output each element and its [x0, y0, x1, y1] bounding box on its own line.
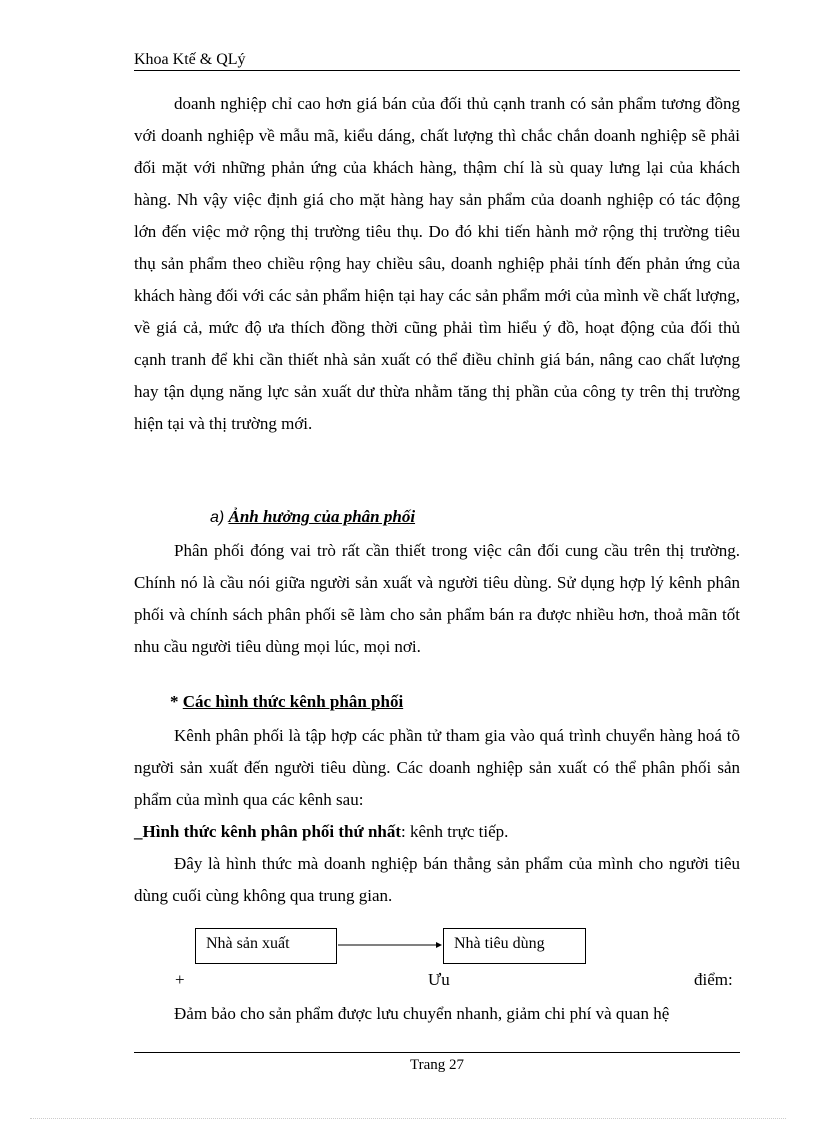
- form1-line: [134, 816, 740, 848]
- paragraph-4: Đây là hình thức mà doanh nghiệp bán thẳng sản phẩm của mình cho người tiêu dùng cuối cùng không qua trung gian.: [134, 854, 740, 905]
- page-header: [134, 48, 740, 71]
- advantage-word2: điểm:: [694, 970, 733, 989]
- advantage-word1: Ưu: [428, 970, 450, 989]
- paragraph-3: Kênh phân phối là tập hợp các phần tử tham gia vào quá trình chuyển hàng hoá tõ người sản xuất đến người tiêu dùng. Các doanh nghiệp sản xuất có thể phân phối sản phẩm của mình qua các kênh sau:: [134, 726, 740, 809]
- section-a-label: a): [210, 509, 225, 526]
- page-footer: [134, 1052, 740, 1074]
- arrow-icon: [338, 940, 442, 950]
- paragraph-2: Phân phối đóng vai trò rất cần thiết trong việc cân đối cung cầu trên thị trường. Chính nó là cầu nói giữa người sản xuất và người tiêu dùng. Sử dụng hợp lý kênh phân phối và chính sách phân phối sẽ làm cho sản phẩm bán ra được nhiều hơn, thoả mãn tốt nhu cầu người tiêu dùng mọi lúc, mọi nơi.: [134, 541, 740, 656]
- section-channels-heading: [170, 692, 403, 712]
- producer-box: [195, 928, 337, 964]
- consumer-box: [443, 928, 586, 964]
- section-channels-title: Các hình thức kênh phân phối: [182, 692, 404, 711]
- page-bottom-divider: [30, 1118, 786, 1119]
- paragraph-5: Đảm bảo cho sản phẩm được lưu chuyển nhanh, giảm chi phí và quan hệ: [174, 1004, 670, 1023]
- section-bullet: *: [170, 692, 179, 711]
- consumer-label: Nhà tiêu dùng: [454, 935, 545, 952]
- paragraph-advantage: [134, 998, 740, 1030]
- advantage-plus: +: [175, 970, 185, 989]
- producer-label: Nhà sản xuất: [206, 935, 290, 952]
- form1-rest: : kênh trực tiếp.: [401, 822, 509, 841]
- form1-bold: _Hình thức kênh phân phối thứ nhất: [134, 822, 402, 841]
- page-number: Trang 27: [409, 1057, 465, 1073]
- section-a-title: Ảnh hưởng của phân phối: [228, 507, 416, 526]
- paragraph-1: doanh nghiệp chỉ cao hơn giá bán của đối thủ cạnh tranh có sản phẩm tương đồng với doanh nghiệp về mẫu mã, kiểu dáng, chất lượng thì chắc chắn doanh nghiệp sẽ phải đối mặt với những phản ứng của khách hàng, thậm chí là sù quay lưng lại của khách hàng. Nh vậy việc định giá cho mặt hàng hay sản phẩm của doanh nghiệp có tác động lớn đến việc mở rộng thị trường tiêu thụ. Do đó khi tiến hành mở rộng thị trường tiêu thụ sản phẩm theo chiều rộng hay chiều sâu, doanh nghiệp phải tính đến phản ứng của khách hàng đối với các sản phẩm hiện tại hay các sản phẩm mới của mình về chất lượng, về giá cả, mức độ ưa thích đồng thời cũng phải tìm hiểu ý đồ, hoạt động của đối thủ cạnh tranh để khi cần thiết nhà sản xuất có thể điều chỉnh giá bán, nâng cao chất lượng hay tận dụng năng lực sản xuất dư thừa nhằm tăng thị phần của công ty trên thị trường hiện tại và thị trường mới.: [134, 94, 740, 433]
- header-text: Khoa Ktế & QLý: [134, 51, 246, 68]
- section-a-heading: [210, 507, 415, 527]
- paragraph-distribution: [134, 535, 740, 663]
- paragraph-pricing: [134, 88, 740, 440]
- paragraph-channels: [134, 720, 740, 912]
